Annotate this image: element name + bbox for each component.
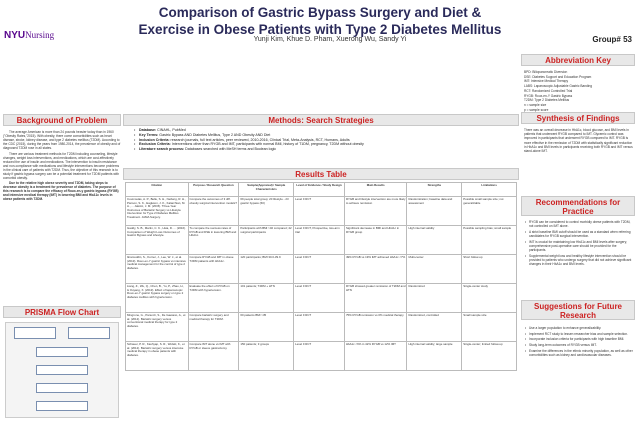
methods-item-text: Gastric Bypass AND Diabetes Mellitus, Type 2 AND Obesity AND Diet	[158, 132, 271, 137]
poster-title	[40, 4, 600, 38]
list-item: • Study long-term outcomes of RYGB versus IMT.	[529, 343, 634, 347]
background-paragraph: Due to the relative high obese severity and T2DM, taking steps to decrease obesity is a treatment for prevalence of diabetes. The purpose of this research is to compare the efficacy of Roux-en-y gastric bypass (RYGB) and intensive medical therapy (IMT) in lowering BMI and HbA1c levels in obese patients with T2DM.	[3, 181, 119, 201]
background-paragraph: There are various treatment methods for T2DM including counseling, lifestyle changes, weight loss interventions, and medications, which are cost-effectively reduced the use of insulin and medications. The intervention to insulin resistance and non-compliance with medications and lifestyle interventions become problems in the clinical care of patients with T2DM. Thus, the objective of this research is to study if gastric bypass surgery can be a potential treatment for T2DM patients with comorbid obesity.	[3, 151, 120, 180]
logo-text: Nursing	[25, 30, 55, 40]
table-cell: Schauer, P. R., Kashyap, S. R., Wolski, K., et al. (2012). Bariatric surgery versus intensive medical therapy in obese patients with diabetes.	[126, 342, 189, 371]
list-item: p = sample score	[524, 107, 549, 112]
methods-item-label: Key Terms:	[139, 132, 159, 137]
list-item: • Incorporate inclusion criteria for participants with high baseline BMI.	[529, 337, 634, 341]
title-line-2: Exercise in Obese Patients with Type 2 Diabetes Mellitus	[138, 22, 502, 37]
table-cell: Single-center; limited follow-up	[462, 342, 517, 371]
methods-item-label: Inclusion Criteria:	[139, 137, 170, 142]
results-column-header: Strengths	[407, 183, 462, 197]
table-cell: Level II RCT, Prospective, two-arm trial	[294, 226, 345, 255]
table-cell: Randomized, controlled	[407, 313, 462, 342]
table-cell: HbA1c <6% in 42% RYGB vs 12% IMT	[344, 342, 407, 371]
prisma-box	[36, 347, 88, 357]
table-cell: High internal validity; large sample	[407, 342, 462, 371]
results-column-header: Level of Evidence / Study Design	[294, 183, 345, 197]
table-cell: Ikramuddin, S., Korner, J., Lee, W. J., et al. (2013). Roux-en-Y gastric bypass vs intensive medical management for the control of type 2 diabetes.	[126, 255, 189, 284]
results-column-header: Citation	[126, 183, 189, 197]
table-cell: Multi-center	[407, 255, 462, 284]
results-column-header: Sample(Appraisal) / Sample Characteristics	[239, 183, 294, 197]
future-research-section	[521, 300, 635, 320]
methods-item-text: CINAHL, PubMed	[156, 128, 186, 132]
table-row	[126, 284, 517, 313]
table-row	[126, 342, 517, 371]
table-cell: Level II RCT	[294, 342, 345, 371]
future-research-list	[524, 326, 634, 359]
methods-list	[133, 128, 513, 152]
recommendations-heading: Recommendations for Practice	[521, 196, 635, 216]
results-heading: Results Table	[123, 168, 519, 180]
methods-item	[139, 147, 513, 152]
list-item: LABS: Laparoscopic Adjustable Gastric Banding	[524, 84, 593, 89]
methods-item-text: research journals, full text articles, peer reviewed, 2010-2016, Clinical Trial, Meta-Analysis, RCT, Humans, Adults	[169, 137, 350, 142]
table-cell: Level II RCT	[294, 255, 345, 284]
results-column-header: Main Results	[344, 183, 407, 197]
methods-item-label: Database:	[139, 128, 157, 132]
list-item: • Implement RCT study to lessen researcher bias and sample selection.	[529, 332, 634, 336]
table-cell: To compare the success rates of RYGB and DSE in lowering BMI and HbA1c.	[188, 226, 239, 255]
methods-item-text: Interventions other than RYGB and IMT, participants with normal BMI, history of T1DM, pregnancy, T2DM without obesity	[170, 142, 364, 147]
table-cell: Courcoulas, A. P., Belle, S. H., Neiberg, R. H., Pierson, S. K., Eagleton, J. K., Kalarchian, M. A., ... Jakicic, J. M. (2015). Three-Year Outcomes of Bariatric Surgery vs Lifestyle Intervention for Type 2 Diabetes Mellitus Treatment. JAMA Surgery.	[126, 197, 189, 226]
list-item: IMT: Intensive Medical Therapy	[524, 79, 569, 84]
table-cell: Level II RCT	[294, 284, 345, 313]
methods-item-text: Databases searched with MeSH terms and Boolean logic	[184, 147, 277, 152]
list-item: • Examine the differences in the ethnic minority population, as well as other comorbidities such as kidney and cardiovascular diseases.	[529, 349, 634, 357]
table-row	[126, 255, 517, 284]
list-item: • Supplemental weight loss and healthy lifestyle intervention should be provided to patients who undergo surgery that did not achieve significant changes in their HbA1c and BMI levels.	[529, 254, 634, 267]
synthesis-body: There was an overall decrease in HbA1c, blood glucose, and BMI levels in patients that underwent RYGB compared to IMT. Glycemic control was improved in participants that underwent RYGB compared to IMT. RYGB is more effective in the remission of T2DM with statistically significant reduction in HbA1c and BMI levels in participants receiving both RYGB and IMT versus stand-alone IMT.	[524, 128, 633, 154]
methods-heading: Methods: Search Strategies	[123, 114, 519, 126]
table-cell: High internal validity	[407, 226, 462, 255]
synthesis-section	[521, 112, 635, 124]
table-cell: Evaluate the effect of RYGB on T2DM with hypertension.	[188, 284, 239, 313]
background-section	[3, 114, 121, 203]
results-column-header: Limitations	[462, 183, 517, 197]
abbreviation-section	[521, 54, 635, 66]
results-table	[125, 182, 517, 371]
logo-mark: NYU	[4, 30, 26, 41]
list-item: DSE: Diabetes Support and Education Program	[524, 74, 592, 79]
abbreviation-list	[524, 70, 634, 112]
future-research-heading: Suggestions for Future Research	[521, 300, 635, 320]
background-heading: Background of Problem	[3, 114, 121, 126]
table-cell: Compare bariatric surgery and medical therapy for T2DM.	[188, 313, 239, 342]
table-row	[126, 197, 517, 226]
list-item: RCT: Randomized Controlled Trial	[524, 88, 573, 93]
prisma-heading: PRISMA Flow Chart	[3, 306, 121, 318]
table-cell: Randomization; baseline data and assessment	[407, 197, 462, 226]
methods-item-label: Literature search process:	[139, 147, 185, 152]
table-cell: 101 patients; T2DM + HTN	[239, 284, 294, 313]
list-item: • A strict baseline BMI cutoff should be used as a standard when referring candidates for RYGB surgical intervention.	[529, 230, 634, 238]
prisma-box	[36, 401, 88, 411]
table-cell: RYGB showed greater remission of T2DM and HTN	[344, 284, 407, 313]
recommendations-section	[521, 196, 635, 216]
table-cell: Small sample size	[462, 313, 517, 342]
prisma-box	[36, 383, 88, 393]
poster-header	[0, 0, 638, 50]
table-cell: 75% RYGB remission vs 0% medical therapy	[344, 313, 407, 342]
table-cell: Possible sampling bias; small sample	[462, 226, 517, 255]
table-cell: Level II RCT	[294, 197, 345, 226]
nyu-nursing-logo	[4, 30, 54, 41]
results-section	[123, 168, 519, 180]
table-cell: Short follow-up	[462, 255, 517, 284]
prisma-box	[68, 327, 110, 339]
table-cell: 120 participants; BMI 30.0-39.9	[239, 255, 294, 284]
prisma-section	[3, 306, 121, 418]
table-cell: Significant decrease in BMI and HbA1c in RYGB group	[344, 226, 407, 255]
list-item: • IMT is crucial for maintaining low HbA1c and BMI levels after surgery; comprehensive post-operative care should be provided for the participants.	[529, 240, 634, 253]
table-cell: 69 people total group; 20 lifestyle - 23 gastric bypass (60)	[239, 197, 294, 226]
table-cell: Compare the outcomes of 3 diff. obesity surgical intervention models?	[188, 197, 239, 226]
table-cell: Randomized	[407, 284, 462, 313]
list-item: • Use a larger population to enhance generalizability.	[529, 326, 634, 330]
table-cell: Participants with BMI >40 compared; 42 surgical participants	[239, 226, 294, 255]
background-paragraph: The average American is more than 24 pounds heavier today than in 1960 ("Obesity Rates,"2015). With obesity, there come comorbidities such as heart disease, stroke, kidney disease, and type 2 diabetes mellitus (T2DM). According to the CDC (2015), during the years from 1980-2014, the prevalence of obesity and of diagnosed T2DM rose in all states.	[3, 130, 121, 150]
table-cell: 60 patients BMI >35	[239, 313, 294, 342]
table-row	[126, 226, 517, 255]
table-cell: Liang, Z., Wu, Q., Chen, B., Yu, P., Zhao, H., & Ouyang, X. (2013). Effect of laparoscopic Roux-en-Y gastric bypass surgery on type 2 diabetes mellitus with hypertension.	[126, 284, 189, 313]
background-body	[3, 130, 121, 201]
list-item: n = sample size	[524, 102, 547, 107]
table-cell: 49% RYGB vs 19% IMT achieved HbA1c <7%	[344, 255, 407, 284]
table-row	[126, 313, 517, 342]
group-number: Group# 53	[592, 35, 632, 44]
table-cell: Gaddy, S. B., Martin, C. K., Hsia, D. ... (2016). Comparison of Weight Loss Outcomes of Gastric Bypass and Lifestyle.	[126, 226, 189, 255]
table-cell: Mingrone, G., Panunzi, S., De Gaetano, A., et al. (2012). Bariatric surgery versus conventional medical therapy for type 2 diabetes.	[126, 313, 189, 342]
methods-section	[123, 114, 519, 126]
table-cell: RYGB and lifestyle intervention are more likely to achieve remission	[344, 197, 407, 226]
results-table-body	[126, 197, 517, 371]
prisma-box	[14, 327, 56, 339]
table-cell: Compare IMT alone vs IMT with RYGB or sleeve gastrectomy.	[188, 342, 239, 371]
table-cell: Level II RCT	[294, 313, 345, 342]
list-item: RYGB: Roux-en-Y Gastric Bypass	[524, 93, 573, 98]
list-item: • RYGB can be considered to control morbidly obese patients with T2DM, not controlled on IMT alone.	[529, 220, 634, 228]
authors: Yunji Kim, Khue D. Pham, Xuerong Wu, Sandy Yi	[253, 36, 407, 43]
list-item: BPD: Biliopancreatic Diversion	[524, 70, 568, 74]
table-cell: 150 patients; 3 groups	[239, 342, 294, 371]
list-item: T2DM: Type 2 Diabetes Mellitus	[524, 98, 570, 103]
synthesis-heading: Synthesis of Findings	[521, 112, 635, 124]
prisma-flow-chart	[5, 322, 119, 418]
methods-item-label: Exclusion Criteria:	[139, 142, 171, 147]
table-cell: Single-center study	[462, 284, 517, 313]
title-line-1: Comparison of Gastric Bypass Surgery and Diet &	[158, 5, 482, 20]
abbreviation-heading: Abbreviation Key	[521, 54, 635, 66]
results-column-header: Purpose / Research Question	[188, 183, 239, 197]
recommendations-list	[524, 220, 634, 268]
table-cell: Possible small sample size; not generalizable	[462, 197, 517, 226]
table-cell: Compare RYGB and IMT in obese T2DM patients with HbA1c.	[188, 255, 239, 284]
prisma-box	[36, 365, 88, 375]
results-header-row	[126, 183, 517, 197]
